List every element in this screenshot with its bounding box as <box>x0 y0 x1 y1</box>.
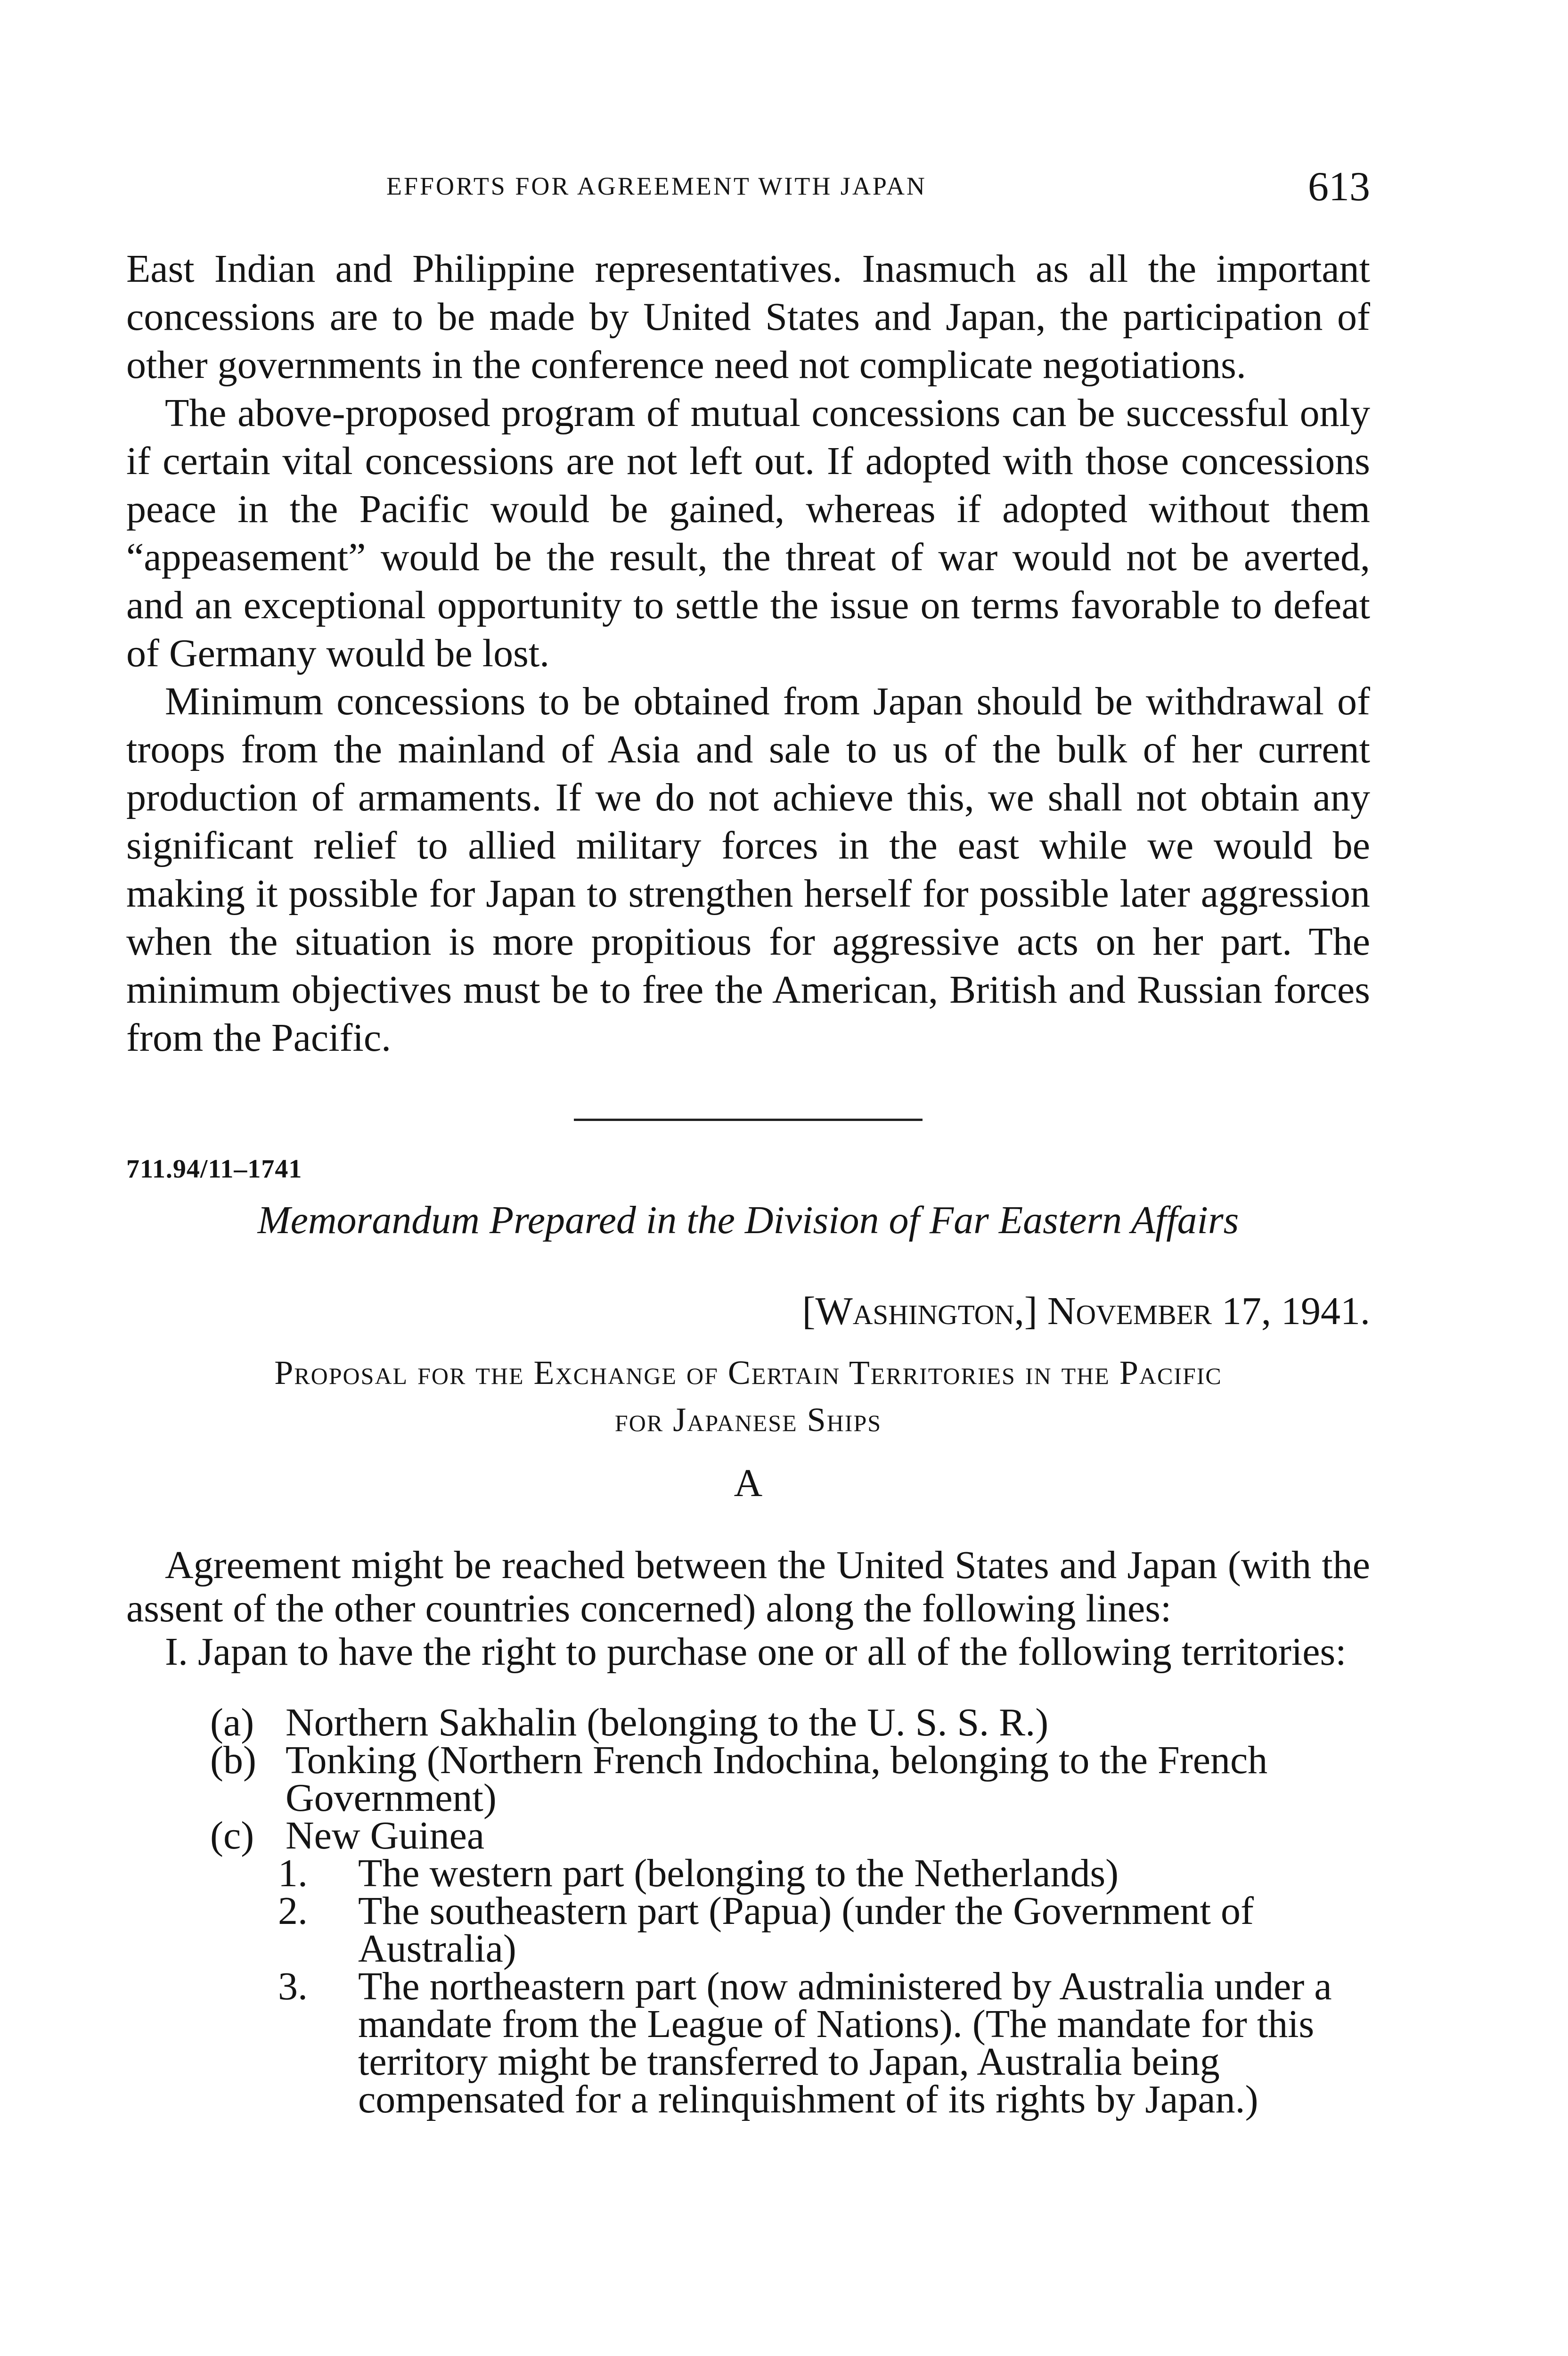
point-one: I. Japan to have the right to purchase one or all of the following territories: <box>165 1630 1347 1674</box>
list-item-text: Tonking (Northern French Indochina, belonging to the French Government) <box>286 1738 1268 1820</box>
list-marker: 2. <box>278 1889 308 1933</box>
page-body <box>126 245 1370 2119</box>
proposal-title-line-2: for Japanese Ships <box>614 1401 882 1439</box>
territory-list <box>126 1701 1370 2121</box>
list-item <box>126 1889 1370 1971</box>
list-marker: (a) <box>210 1701 254 1744</box>
running-head <box>126 165 1370 212</box>
list-item-text: The western part (belonging to the Netherlands) <box>358 1851 1119 1895</box>
section-divider <box>574 1119 923 1121</box>
running-title: EFFORTS FOR AGREEMENT WITH JAPAN <box>386 172 927 200</box>
list-item-text: Northern Sakhalin (belonging to the U. S. S. R.) <box>286 1701 1049 1744</box>
document-id: 711.94/11–1741 <box>126 1154 302 1184</box>
list-marker: 1. <box>278 1851 308 1895</box>
list-item-text: The southeastern part (Papua) (under the Government of Australia) <box>358 1889 1254 1971</box>
list-marker: (b) <box>210 1738 256 1782</box>
list-item <box>126 1814 1370 1857</box>
intro-paragraph: Agreement might be reached between the United States and Japan (with the assent of the other countries concerned) along the following lines: <box>126 1543 1370 1630</box>
list-marker: 3. <box>278 1964 308 2008</box>
page-number: 613 <box>1308 164 1370 210</box>
list-item-text: New Guinea <box>286 1814 485 1857</box>
list-item <box>126 1851 1370 1895</box>
new-guinea-parts <box>126 1851 1370 2121</box>
list-item <box>126 1738 1370 1820</box>
list-item <box>126 1964 1370 2121</box>
section-letter: A <box>734 1461 763 1505</box>
paragraph-1: East Indian and Philippine representatives. Inasmuch as all the important concessions are to be made by United States and Japan, the participation of other governments in the conference need not complicate negotiations. <box>126 247 1370 387</box>
proposal-title-line-1: Proposal for the Exchange of Certain Territories in the Pacific <box>274 1354 1222 1391</box>
list-marker: (c) <box>210 1814 254 1857</box>
paragraph-3: Minimum concessions to be obtained from Japan should be withdrawal of troops from the mainland of Asia and sale to us of the bulk of her current production of armaments. If we do not achieve this, we shall not obtain any significant relief to allied military forces in the east while we would be making it possible for Japan to strengthen herself for possible later aggression when the situation is more propitious for aggressive acts on her part. The minimum objectives must be to free the American, British and Russian forces from the Pacific. <box>126 679 1370 1060</box>
list-item-text: The northeastern part (now administered by Australia under a mandate from the League of Nations). (The mandate for this territory might be transferred to Japan, Australia being compensated for a relinquishment of its rights by Japan.) <box>358 1964 1332 2121</box>
paragraph-2: The above-proposed program of mutual concessions can be successful only if certain vital concessions are not left out. If adopted with those concessions peace in the Pacific would be gained, whereas if adopted without them “appeasement” would be the result, the threat of war would not be averted, and an exceptional opportunity to settle the issue on terms favorable to defeat of Germany would be lost. <box>126 391 1370 675</box>
memo-title: Memorandum Prepared in the Division of Far Eastern Affairs <box>257 1198 1239 1242</box>
list-item <box>126 1701 1370 1744</box>
dateline: [Washington,] November 17, 1941. <box>802 1289 1370 1333</box>
